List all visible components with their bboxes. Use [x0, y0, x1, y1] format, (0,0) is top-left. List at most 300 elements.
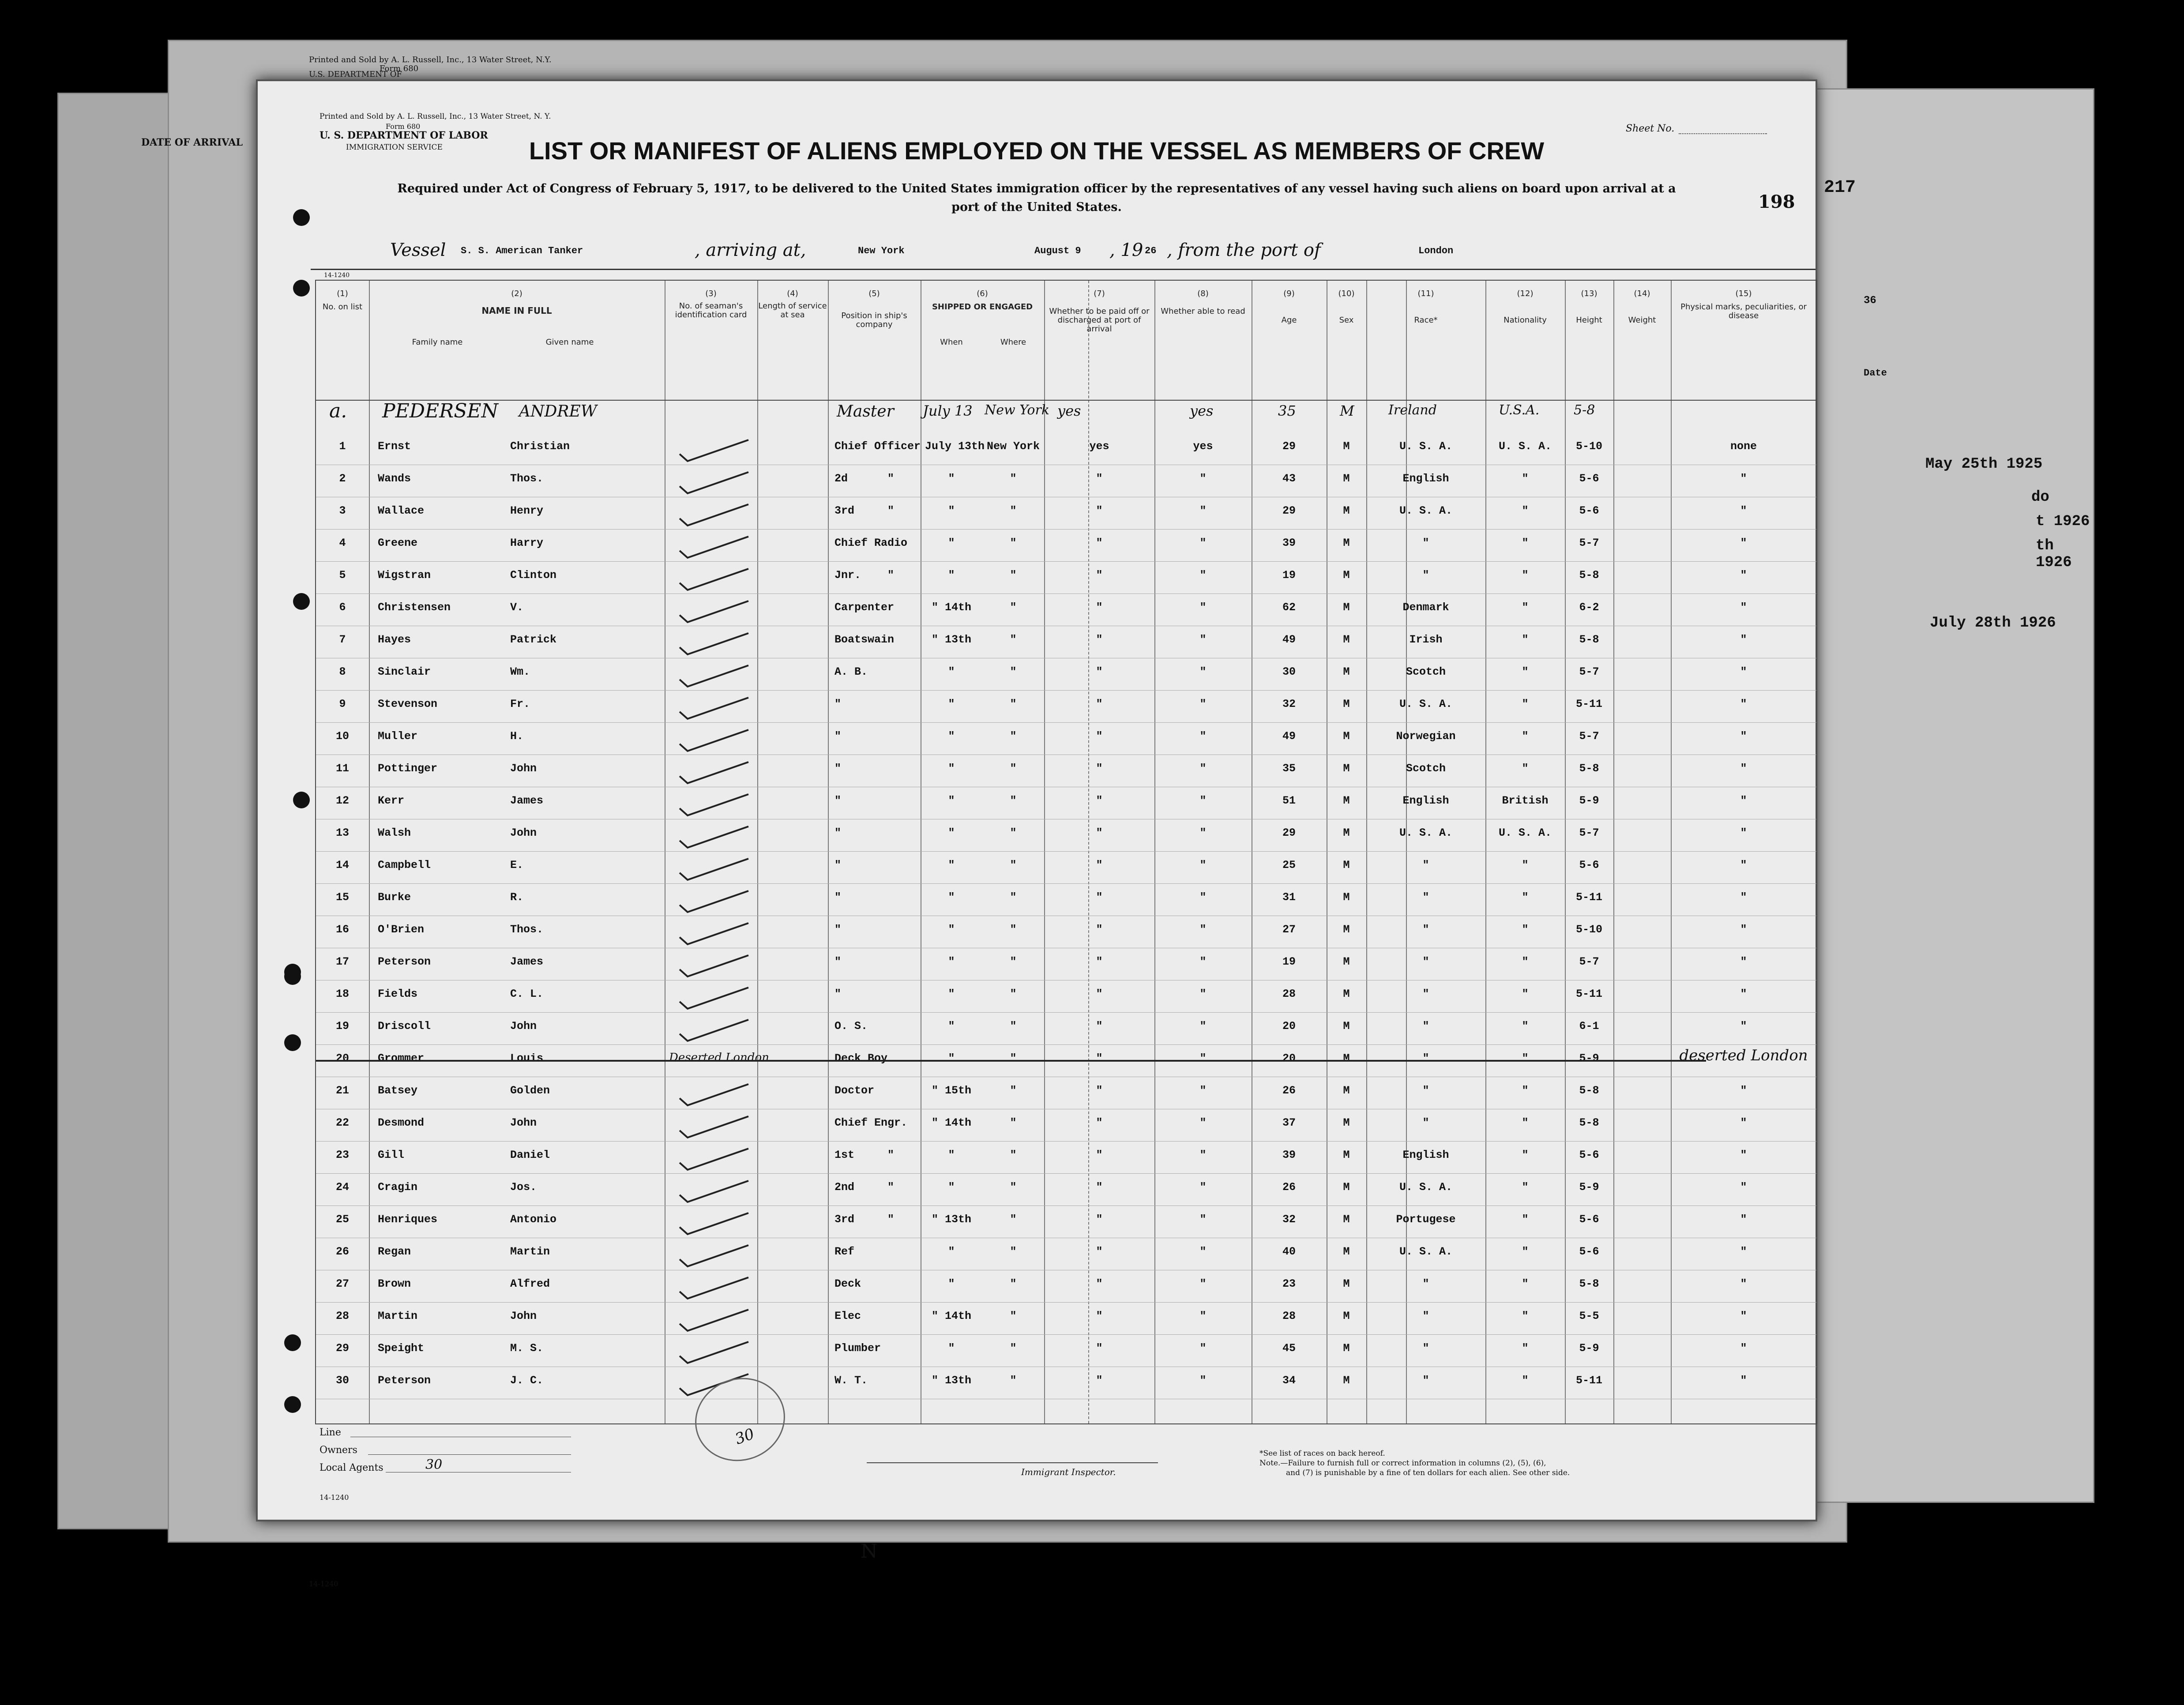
- table-row: [316, 562, 1816, 594]
- cell-given: James: [510, 794, 544, 807]
- cell-height: 5-8: [1579, 1084, 1599, 1097]
- cell-age: 19: [1282, 955, 1296, 968]
- cell-position: Jnr. ": [835, 569, 895, 582]
- cell-age: 34: [1282, 1374, 1296, 1387]
- cell-given: V.: [510, 601, 524, 614]
- cell-age: 25: [1282, 859, 1296, 871]
- check-mark-icon: [678, 984, 753, 1013]
- back-form-code: 14-1240: [309, 1580, 338, 1588]
- cell-read: ": [1199, 1084, 1207, 1097]
- cell-race: Denmark: [1402, 601, 1449, 614]
- cell-position: Deck Boy: [835, 1052, 888, 1065]
- cell-when: " 13th: [931, 1213, 971, 1226]
- cell-when: ": [948, 955, 955, 968]
- cell-family: Campbell: [378, 859, 431, 871]
- cell-family: Muller: [378, 730, 418, 743]
- check-mark-icon: [678, 1338, 753, 1367]
- table-row: [316, 594, 1816, 626]
- from-label: , from the port of: [1167, 240, 1321, 260]
- check-mark-icon: [678, 501, 753, 530]
- cell-paid: ": [1096, 1374, 1103, 1387]
- cell-nationality: ": [1522, 955, 1529, 968]
- cell-sex: M: [1343, 1116, 1350, 1129]
- cell-age: 49: [1282, 730, 1296, 743]
- cell-where: ": [1010, 1116, 1017, 1129]
- check-mark-icon: [678, 1113, 753, 1142]
- cell-age: 30: [1282, 665, 1296, 678]
- check-mark-icon: [678, 791, 753, 820]
- cell-marks: ": [1740, 826, 1747, 839]
- cell-race: English: [1402, 1149, 1449, 1161]
- cell-no: 26: [335, 1245, 349, 1258]
- page-number: 198: [1758, 192, 1795, 212]
- cell-position: O. S.: [835, 1020, 868, 1033]
- cell-height: 5-6: [1579, 1213, 1599, 1226]
- cell-no: 8: [339, 665, 346, 678]
- table-row: [316, 1367, 1816, 1399]
- cell-race: ": [1422, 1277, 1429, 1290]
- cell-marks: deserted London: [1679, 1047, 1808, 1064]
- cell-sex: M: [1343, 665, 1350, 678]
- cell-family: Pottinger: [378, 762, 438, 775]
- cell-read: ": [1199, 794, 1207, 807]
- cell-paid: ": [1096, 1084, 1103, 1097]
- master-race: Ireland: [1388, 402, 1437, 418]
- cell-position: Carpenter: [835, 601, 895, 614]
- department: U. S. DEPARTMENT OF LABOR: [320, 130, 488, 141]
- cell-sex: M: [1343, 1277, 1350, 1290]
- cell-height: 6-1: [1579, 1020, 1599, 1033]
- cell-paid: ": [1096, 1245, 1103, 1258]
- cell-position: ": [835, 955, 842, 968]
- table-row: [316, 1303, 1816, 1335]
- cell-when: ": [948, 1181, 955, 1194]
- cell-read: ": [1199, 665, 1207, 678]
- cell-race: Scotch: [1406, 762, 1446, 775]
- cell-where: ": [1010, 1374, 1017, 1387]
- cell-no: 15: [335, 891, 349, 904]
- cell-race: U. S. A.: [1399, 1181, 1453, 1194]
- cell-where: ": [1010, 601, 1017, 614]
- cell-age: 43: [1282, 472, 1296, 485]
- check-mark-icon: [678, 565, 753, 594]
- cell-given: John: [510, 1116, 537, 1129]
- cell-where: ": [1010, 891, 1017, 904]
- cell-when: " 14th: [931, 1116, 971, 1129]
- cell-age: 26: [1282, 1181, 1296, 1194]
- master-sex: M: [1340, 402, 1354, 419]
- cell-sex: M: [1343, 472, 1350, 485]
- col14-header: (14) Weight: [1628, 289, 1656, 325]
- cell-height: 5-6: [1579, 472, 1599, 485]
- cell-nationality: ": [1522, 472, 1529, 485]
- cell-nationality: ": [1522, 1116, 1529, 1129]
- cell-read: ": [1199, 1149, 1207, 1161]
- cell-age: 19: [1282, 569, 1296, 582]
- cell-height: 5-7: [1579, 537, 1599, 549]
- cell-where: ": [1010, 1084, 1017, 1097]
- cell-when: ": [948, 826, 955, 839]
- cell-position: 2nd ": [835, 1181, 895, 1194]
- table-row: [316, 1109, 1816, 1142]
- cell-given: Daniel: [510, 1149, 550, 1161]
- cell-race: ": [1422, 1084, 1429, 1097]
- strike-through-line: [316, 1060, 1706, 1062]
- when-header: When: [940, 338, 963, 347]
- cell-nationality: British: [1502, 794, 1549, 807]
- back-column-number: 36: [1864, 295, 1876, 307]
- cell-family: Burke: [378, 891, 411, 904]
- cell-where: ": [1010, 472, 1017, 485]
- cell-race: Portugese: [1396, 1213, 1456, 1226]
- table-row: [316, 1077, 1816, 1109]
- footer-line-label: Line: [320, 1427, 341, 1438]
- table-row: [316, 948, 1816, 980]
- cell-nationality: ": [1522, 633, 1529, 646]
- cell-marks: ": [1740, 923, 1747, 936]
- cell-given: C. L.: [510, 988, 544, 1000]
- cell-height: 5-8: [1579, 1277, 1599, 1290]
- cell-when: ": [948, 762, 955, 775]
- cell-read: ": [1199, 698, 1207, 710]
- cell-when: " 15th: [931, 1084, 971, 1097]
- arrival-year: 26: [1145, 245, 1157, 256]
- cell-no: 14: [335, 859, 349, 871]
- master-no: a.: [329, 400, 347, 422]
- cell-race: ": [1422, 1310, 1429, 1322]
- cell-no: 10: [335, 730, 349, 743]
- table-row: [316, 755, 1816, 787]
- cell-race: English: [1402, 794, 1449, 807]
- cell-read: ": [1199, 1374, 1207, 1387]
- cell-marks: ": [1740, 1149, 1747, 1161]
- cell-position: Deck: [835, 1277, 861, 1290]
- cell-when: ": [948, 988, 955, 1000]
- check-mark-icon: [678, 630, 753, 659]
- cell-no: 23: [335, 1149, 349, 1161]
- cell-given: Wm.: [510, 665, 530, 678]
- cell-paid: ": [1096, 504, 1103, 517]
- cell-sex: M: [1343, 762, 1350, 775]
- punch-hole: [284, 1334, 301, 1351]
- cell-where: ": [1010, 923, 1017, 936]
- cell-age: 37: [1282, 1116, 1296, 1129]
- cell-given: John: [510, 1310, 537, 1322]
- given-name-header: Given name: [545, 338, 594, 347]
- cell-age: 20: [1282, 1020, 1296, 1033]
- cell-age: 26: [1282, 1084, 1296, 1097]
- cell-given: Clinton: [510, 569, 557, 582]
- cell-sex: M: [1343, 1342, 1350, 1355]
- cell-no: 20: [335, 1052, 349, 1065]
- cell-marks: ": [1740, 859, 1747, 871]
- cell-height: 5-10: [1575, 923, 1602, 936]
- service: IMMIGRATION SERVICE: [346, 143, 443, 152]
- master-nationality: U.S.A.: [1499, 402, 1540, 418]
- cell-marks: ": [1740, 472, 1747, 485]
- check-mark-icon: [678, 920, 753, 949]
- cell-age: 32: [1282, 1213, 1296, 1226]
- cell-no: 21: [335, 1084, 349, 1097]
- cell-sex: M: [1343, 1149, 1350, 1161]
- cell-nationality: ": [1522, 730, 1529, 743]
- cell-position: 2d ": [835, 472, 895, 485]
- cell-sex: M: [1343, 569, 1350, 582]
- vessel-rule: [311, 269, 1816, 270]
- cell-when: ": [948, 730, 955, 743]
- master-paid: yes: [1057, 402, 1081, 419]
- cell-nationality: ": [1522, 601, 1529, 614]
- cell-family: Grommer: [378, 1052, 425, 1065]
- master-given: ANDREW: [519, 402, 597, 421]
- table-row: [316, 1238, 1816, 1270]
- cell-marks: ": [1740, 955, 1747, 968]
- cell-marks: ": [1740, 1310, 1747, 1322]
- cell-paid: ": [1096, 633, 1103, 646]
- col5-header: (5) Position in ship's company: [841, 289, 907, 329]
- cell-given: John: [510, 826, 537, 839]
- cell-when: ": [948, 472, 955, 485]
- cell-nationality: ": [1522, 665, 1529, 678]
- cell-family: Gill: [378, 1149, 405, 1161]
- cell-where: ": [1010, 1342, 1017, 1355]
- cell-height: 5-6: [1579, 1245, 1599, 1258]
- crew-table: [315, 280, 1817, 1424]
- cell-sex: M: [1343, 1374, 1350, 1387]
- cell-family: Martin: [378, 1310, 418, 1322]
- table-row: [316, 497, 1816, 530]
- table-row: [316, 691, 1816, 723]
- cell-when: ": [948, 1277, 955, 1290]
- check-mark-icon: [678, 1177, 753, 1206]
- cell-paid: ": [1096, 472, 1103, 485]
- cell-when: " 14th: [931, 1310, 971, 1322]
- footer-owners-label: Owners: [320, 1445, 357, 1456]
- cell-read: ": [1199, 1245, 1207, 1258]
- cell-family: Christensen: [378, 601, 451, 614]
- cell-paid: ": [1096, 1149, 1103, 1161]
- cell-race: ": [1422, 923, 1429, 936]
- printer-line: Printed and Sold by A. L. Russell, Inc., 13 Water Street, N. Y.: [320, 112, 551, 121]
- cell-position: ": [835, 794, 842, 807]
- cell-where: ": [1010, 1020, 1017, 1033]
- cell-race: U. S. A.: [1399, 504, 1453, 517]
- cell-age: 62: [1282, 601, 1296, 614]
- check-mark-icon: [678, 533, 753, 562]
- cell-race: ": [1422, 1052, 1429, 1065]
- cell-sex: M: [1343, 1020, 1350, 1033]
- cell-where: ": [1010, 1052, 1017, 1065]
- cell-given: Antonio: [510, 1213, 557, 1226]
- cell-position: ": [835, 891, 842, 904]
- cell-race: U. S. A.: [1399, 1245, 1453, 1258]
- cell-paid: ": [1096, 537, 1103, 549]
- table-row: [316, 1206, 1816, 1238]
- cell-family: Ernst: [378, 440, 411, 453]
- cell-where: ": [1010, 569, 1017, 582]
- cell-marks: ": [1740, 569, 1747, 582]
- punch-hole: [284, 1034, 301, 1051]
- check-mark-icon: [678, 662, 753, 691]
- cell-when: ": [948, 1020, 955, 1033]
- cell-race: ": [1422, 1020, 1429, 1033]
- cell-sex: M: [1343, 1245, 1350, 1258]
- cell-no: 9: [339, 698, 346, 710]
- cell-height: 5-9: [1579, 1181, 1599, 1194]
- cell-height: 5-11: [1575, 1374, 1602, 1387]
- cell-read: ": [1199, 569, 1207, 582]
- from-port: London: [1418, 245, 1454, 256]
- table-row: [316, 723, 1816, 755]
- master-row: [316, 400, 1816, 432]
- cell-read: ": [1199, 1277, 1207, 1290]
- cell-where: ": [1010, 537, 1017, 549]
- cell-family: Desmond: [378, 1116, 425, 1129]
- cell-where: ": [1010, 955, 1017, 968]
- table-row: [316, 626, 1816, 658]
- cell-given: Jos.: [510, 1181, 537, 1194]
- footer-agents-value: 30: [425, 1457, 443, 1472]
- cell-read: ": [1199, 1020, 1207, 1033]
- cell-given: Golden: [510, 1084, 550, 1097]
- footer-agents-label: Local Agents: [320, 1462, 383, 1473]
- cell-sex: M: [1343, 730, 1350, 743]
- bottom-letter: N: [861, 1540, 878, 1562]
- cell-given: James: [510, 955, 544, 968]
- check-mark-icon: [678, 1016, 753, 1045]
- back-date-label: Date: [1864, 368, 1887, 379]
- cell-when: ": [948, 569, 955, 582]
- cell-no: 17: [335, 955, 349, 968]
- cell-age: 23: [1282, 1277, 1296, 1290]
- cell-marks: ": [1740, 1084, 1747, 1097]
- cell-where: ": [1010, 1213, 1017, 1226]
- cell-height: 5-9: [1579, 1052, 1599, 1065]
- cell-sex: M: [1343, 1213, 1350, 1226]
- back-date-of-arrival: DATE OF ARRIVAL: [141, 137, 243, 148]
- cell-marks: ": [1740, 762, 1747, 775]
- cell-nationality: ": [1522, 1084, 1529, 1097]
- cell-family: Brown: [378, 1277, 411, 1290]
- cell-no: 16: [335, 923, 349, 936]
- cell-sex: M: [1343, 826, 1350, 839]
- cell-sex: M: [1343, 1052, 1350, 1065]
- cell-nationality: ": [1522, 1374, 1529, 1387]
- cell-read: ": [1199, 1310, 1207, 1322]
- back-date-2: do: [2031, 489, 2049, 506]
- cell-race: ": [1422, 988, 1429, 1000]
- cell-read: ": [1199, 859, 1207, 871]
- cell-sex: M: [1343, 601, 1350, 614]
- cell-paid: ": [1096, 988, 1103, 1000]
- cell-nationality: ": [1522, 504, 1529, 517]
- cell-family: Hayes: [378, 633, 411, 646]
- cell-family: Sinclair: [378, 665, 431, 678]
- cell-given: M. S.: [510, 1342, 544, 1355]
- cell-race: U. S. A.: [1399, 440, 1453, 453]
- cell-sex: M: [1343, 1181, 1350, 1194]
- check-mark-icon: [678, 597, 753, 627]
- col3-header: (3) No. of seaman's identification card: [675, 289, 747, 319]
- cell-given: E.: [510, 859, 524, 871]
- cell-no: 18: [335, 988, 349, 1000]
- cell-sex: M: [1343, 955, 1350, 968]
- inspector-label: Immigrant Inspector.: [1021, 1467, 1116, 1477]
- cell-marks: ": [1740, 633, 1747, 646]
- cell-when: ": [948, 1149, 955, 1161]
- cell-read: ": [1199, 633, 1207, 646]
- cell-paid: ": [1096, 1310, 1103, 1322]
- cell-no: 24: [335, 1181, 349, 1194]
- cell-when: ": [948, 923, 955, 936]
- cell-race: ": [1422, 859, 1429, 871]
- cell-height: 5-11: [1575, 891, 1602, 904]
- cell-where: ": [1010, 826, 1017, 839]
- cell-when: ": [948, 537, 955, 549]
- check-mark-icon: [678, 1081, 753, 1110]
- check-mark-icon: [678, 1242, 753, 1271]
- vessel-label: Vessel: [390, 240, 446, 260]
- cell-read: ": [1199, 1052, 1207, 1065]
- cell-height: 5-7: [1579, 730, 1599, 743]
- cell-age: 29: [1282, 440, 1296, 453]
- cell-where: ": [1010, 988, 1017, 1000]
- cell-sex: M: [1343, 698, 1350, 710]
- cell-given: John: [510, 762, 537, 775]
- cell-family: Driscoll: [378, 1020, 431, 1033]
- cell-sex: M: [1343, 891, 1350, 904]
- cell-race: Irish: [1409, 633, 1443, 646]
- cell-race: U. S. A.: [1399, 698, 1453, 710]
- cell-marks: ": [1740, 537, 1747, 549]
- check-mark-icon: [678, 759, 753, 788]
- cell-paid: ": [1096, 1342, 1103, 1355]
- cell-race: ": [1422, 955, 1429, 968]
- punch-hole: [293, 593, 310, 610]
- cell-sex: M: [1343, 440, 1350, 453]
- cell-paid: ": [1096, 859, 1103, 871]
- cell-where: New York: [986, 440, 1040, 453]
- cell-nationality: ": [1522, 891, 1529, 904]
- cell-marks: ": [1740, 1245, 1747, 1258]
- cell-sex: M: [1343, 794, 1350, 807]
- cell-read: ": [1199, 1342, 1207, 1355]
- cell-paid: ": [1096, 1052, 1103, 1065]
- cell-paid: ": [1096, 569, 1103, 582]
- sheet-form-code: 14-1240: [324, 272, 350, 279]
- subtitle-line-1: Required under Act of Congress of February 5, 1917, to be delivered to the United States immigration officer by the representatives of any vessel having such aliens on board upon arrival at a: [397, 182, 1676, 195]
- cell-no: 28: [335, 1310, 349, 1322]
- col10-header: (10) Sex: [1338, 289, 1355, 325]
- check-mark-icon: [678, 952, 753, 981]
- cell-age: 28: [1282, 988, 1296, 1000]
- footer-form-code: 14-1240: [320, 1493, 349, 1502]
- cell-marks: ": [1740, 698, 1747, 710]
- punch-hole: [293, 280, 310, 297]
- cell-marks: ": [1740, 665, 1747, 678]
- cell-paid: ": [1096, 794, 1103, 807]
- cell-position: 1st ": [835, 1149, 895, 1161]
- cell-when: July 13th: [925, 440, 985, 453]
- cell-marks: ": [1740, 1277, 1747, 1290]
- cell-when: " 14th: [931, 601, 971, 614]
- cell-paid: ": [1096, 1181, 1103, 1194]
- cell-paid: ": [1096, 730, 1103, 743]
- cell-when: ": [948, 794, 955, 807]
- check-mark-icon: [678, 887, 753, 916]
- footer-note-2: Note.—Failure to furnish full or correct information in columns (2), (5), (6),: [1259, 1459, 1546, 1468]
- col1-header: (1) No. on list: [322, 289, 363, 312]
